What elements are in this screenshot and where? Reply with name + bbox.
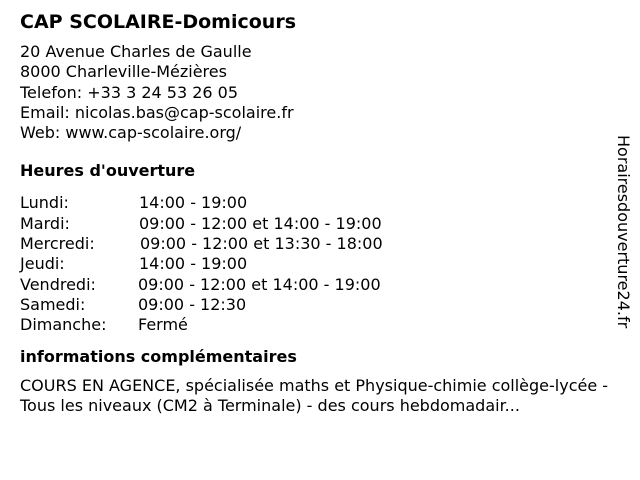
hours-row-vendredi [20, 275, 610, 295]
hours-heading: Heures d'ouverture [20, 161, 196, 181]
day-label: Vendredi: [20, 274, 96, 294]
time-value: Fermé [138, 315, 188, 335]
address-street: 20 Avenue Charles de Gaulle [20, 42, 252, 61]
contact-block [20, 42, 610, 143]
hours-row-jeudi [20, 254, 610, 274]
time-value: 09:00 - 12:30 [138, 294, 247, 314]
hours-row-dimanche [20, 315, 610, 335]
hours-row-mardi [20, 214, 610, 234]
day-label: Mercredi: [20, 234, 95, 254]
watermark-text: Horairesdouverture24.fr [614, 135, 633, 329]
time-value: 09:00 - 12:00 et 13:30 - 18:00 [140, 234, 383, 254]
day-label: Dimanche: [20, 315, 107, 335]
business-card [20, 10, 610, 417]
time-value: 09:00 - 12:00 et 14:00 - 19:00 [138, 274, 381, 294]
day-label: Mardi: [20, 213, 70, 233]
address-city: 8000 Charleville-Mézières [20, 62, 227, 82]
info-heading: informations complémentaires [20, 346, 297, 366]
hours-row-samedi [20, 295, 610, 315]
day-label: Lundi: [20, 193, 69, 213]
email-line[interactable]: Email: nicolas.bas@cap-scolaire.fr [20, 102, 294, 122]
phone-line[interactable]: Telefon: +33 3 24 53 26 05 [20, 82, 239, 102]
time-value: 14:00 - 19:00 [139, 193, 248, 213]
time-value: 14:00 - 19:00 [139, 254, 248, 274]
business-name: CAP SCOLAIRE-Domicours [20, 11, 297, 33]
info-text: COURS EN AGENCE, spécialisée maths et Physique-chimie collège-lycée - Tous les niveaux (CM2 à Terminale) - des cours hebdomadair... [20, 375, 609, 416]
day-label: Jeudi: [20, 254, 65, 274]
hours-row-mercredi [20, 234, 610, 254]
day-label: Samedi: [20, 294, 86, 314]
time-value: 09:00 - 12:00 et 14:00 - 19:00 [139, 213, 382, 233]
hours-table [20, 193, 610, 335]
web-line[interactable]: Web: www.cap-scolaire.org/ [20, 123, 242, 143]
hours-row-lundi [20, 193, 610, 213]
